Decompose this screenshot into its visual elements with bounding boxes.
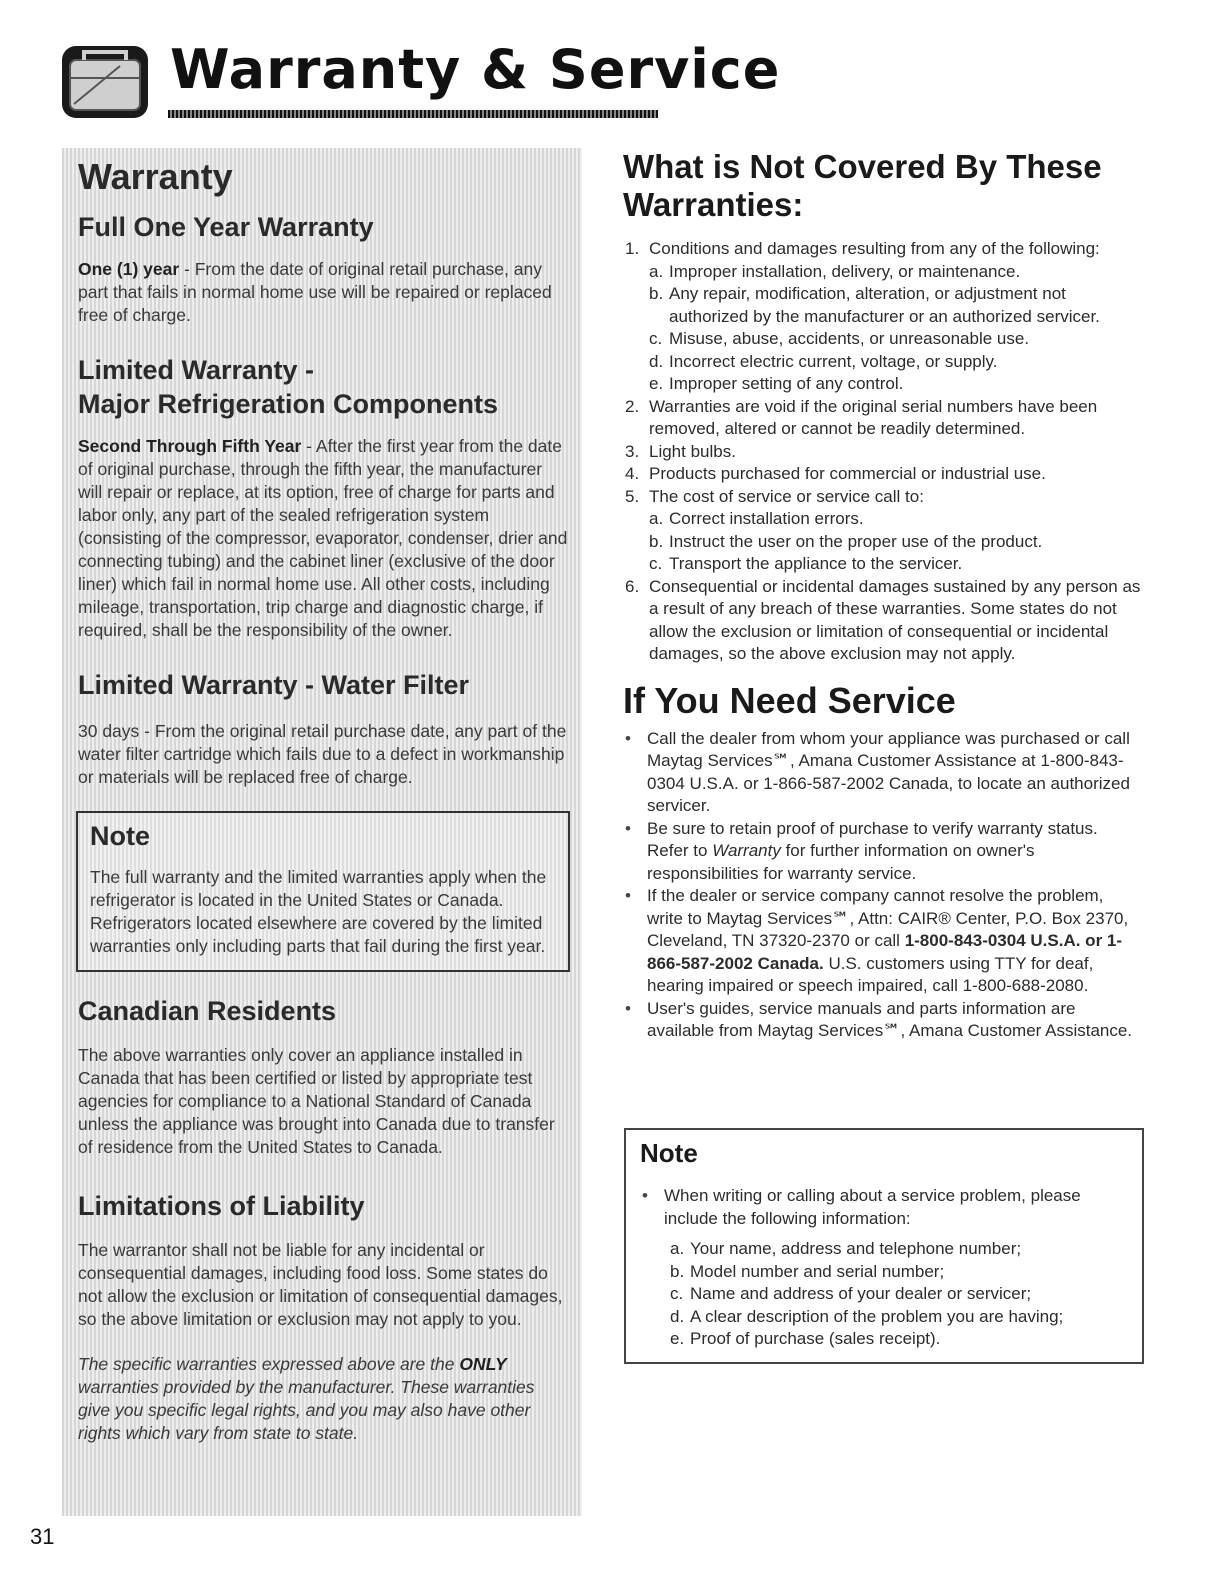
note-title: Note	[640, 1138, 698, 1168]
page-title: Warranty & Service	[170, 38, 781, 101]
liability-heading: Limitations of Liability	[78, 1191, 365, 1221]
note-list	[640, 1185, 1128, 1351]
list-item: d. A clear description of the problem you are having;	[670, 1306, 1064, 1326]
list-item: • If the dealer or service company cannot resolve the problem, write to Maytag Services℠, Attn: CAIR® Center, P.O. Box 2370, Cleveland, TN 37320-2370 or call 1-800-843-0304 U.S.A. or 1-866-587-2002 Canada. U.S. customers using TTY for deaf, hearing impaired or speech impaired, call 1-800-688-2080.	[623, 885, 1143, 998]
note-intro: • When writing or calling about a service problem, please include the following information: a. Your name, address and telephone number; b. Model number and serial number; c. Name and address of your dealer or servicer; d. A clear description of the problem you are having; e. Proof of purchase (sales receipt).	[640, 1185, 1128, 1351]
service-heading: If You Need Service	[623, 679, 956, 721]
list-item: 3. Light bulbs.	[625, 441, 736, 461]
list-item: d. Incorrect electric current, voltage, or supply.	[649, 351, 998, 371]
liability-text: The warrantor shall not be liable for any incidental or consequential damages, including food loss. Some states do not allow the exclusion or limitation of consequential damages, so the above limitation or exclusion may not apply to you.	[78, 1240, 563, 1329]
list-item: • User's guides, service manuals and parts information are available from Maytag Services℠, Amana Customer Assistance.	[623, 998, 1143, 1043]
limited-major-heading: Limited Warranty - Major Refrigeration Components	[78, 355, 499, 419]
list-item: a. Improper installation, delivery, or maintenance.	[649, 261, 1021, 281]
list-item: • Be sure to retain proof of purchase to verify warranty status. Refer to Warranty for further information on owner's responsibilities for warranty service.	[623, 818, 1143, 886]
toolbox-icon	[60, 44, 150, 120]
list-item: b. Model number and serial number;	[670, 1261, 945, 1281]
list-item: b. Any repair, modification, alteration, or adjustment not authorized by the manufacturer or an authorized servicer.	[649, 284, 1100, 326]
canadian-text: The above warranties only cover an appliance installed in Canada that has been certified or listed by appropriate test agencies for compliance to a National Standard of Canada unless the appliance was brought into Canada due to transfer of residence from the United States to Canada.	[78, 1045, 555, 1157]
list-item: c. Name and address of your dealer or servicer;	[670, 1284, 1032, 1303]
service-list	[623, 728, 1143, 1043]
list-item: 4. Products purchased for commercial or industrial use.	[625, 464, 1046, 483]
list-item: • Call the dealer from whom your appliance was purchased or call Maytag Services℠, Amana Customer Assistance at 1-800-843-0304 U.S.A. or 1-866-587-2002 Canada, to locate an authorized servicer.	[623, 728, 1143, 818]
canadian-heading: Canadian Residents	[78, 996, 337, 1026]
not-covered-list	[623, 238, 1143, 666]
list-item: 1. Conditions and damages resulting from any of the following: a. Improper installation, delivery, or maintenance. b. Any repair, modification, alteration, or adjustment not authorized by the manufacturer or an authorized servicer. c. Misuse, abuse, accidents, or unreasonable use. d. Incorrect electric current, voltage, or supply. e. Improper setting of any control.	[623, 238, 1143, 396]
water-filter-text: 30 days - From the original retail purchase date, any part of the water filter cartridge which fails due to a defect in workmanship or materials will be replaced free of charge.	[78, 721, 567, 787]
list-item: a. Correct installation errors.	[649, 509, 864, 528]
list-item: c. Transport the appliance to the servicer.	[649, 554, 963, 573]
liability-italic-text: The specific warranties expressed above are the ONLY warranties provided by the manufacturer. These warranties give you specific legal rights, and you may also have other rights which vary from state to state.	[78, 1354, 535, 1443]
list-item: b. Instruct the user on the proper use of the product.	[649, 531, 1043, 551]
water-filter-heading: Limited Warranty - Water Filter	[78, 670, 470, 700]
list-item: 6. Consequential or incidental damages sustained by any person as a result of any breach of these warranties. Some states do not allow the exclusion or limitation of consequential or incidental damages, so the above exclusion may not apply.	[625, 576, 1141, 663]
list-item: 2. Warranties are void if the original serial numbers have been removed, altered or cannot be readily determined.	[625, 396, 1098, 438]
page-number: 31	[30, 1524, 55, 1549]
note-text: The full warranty and the limited warranties apply when the refrigerator is located in the United States or Canada. Refrigerators located elsewhere are covered by the limited warranties only including parts that fail during the first year.	[90, 867, 547, 956]
list-item: e. Improper setting of any control.	[649, 374, 904, 393]
list-item: c. Misuse, abuse, accidents, or unreasonable use.	[649, 329, 1030, 348]
warranty-panel	[62, 148, 582, 1516]
note-box	[76, 811, 570, 972]
service-note-box	[624, 1128, 1144, 1364]
full-year-heading: Full One Year Warranty	[78, 212, 374, 242]
list-item: 5. The cost of service or service call to: a. Correct installation errors. b. Instruct the user on the proper use of the product. c. Transport the appliance to the servicer.	[623, 486, 1143, 576]
title-underline	[168, 110, 658, 118]
not-covered-heading: What is Not Covered By These Warranties:	[623, 148, 1102, 223]
right-column	[623, 148, 1143, 1043]
full-year-text: One (1) year - From the date of original retail purchase, any part that fails in normal home use will be repaired or replaced free of charge.	[78, 259, 552, 325]
list-item: e. Proof of purchase (sales receipt).	[670, 1329, 941, 1348]
limited-major-text: Second Through Fifth Year - After the first year from the date of original purchase, through the fifth year, the manufacturer will repair or replace, at its option, free of charge for parts and labor only, any part of the sealed refrigeration system (consisting of the compressor, evaporator, condenser, drier and connecting tubing) and the cabinet liner (exclusive of the door liner) which fail in normal home use. All other costs, including mileage, transportation, trip charge and diagnostic charge, if required, shall be the responsibility of the owner.	[78, 436, 568, 640]
list-item: a. Your name, address and telephone number;	[670, 1239, 1022, 1258]
warranty-heading: Warranty	[78, 156, 233, 197]
note-title: Note	[90, 821, 150, 851]
page-header	[60, 38, 781, 118]
